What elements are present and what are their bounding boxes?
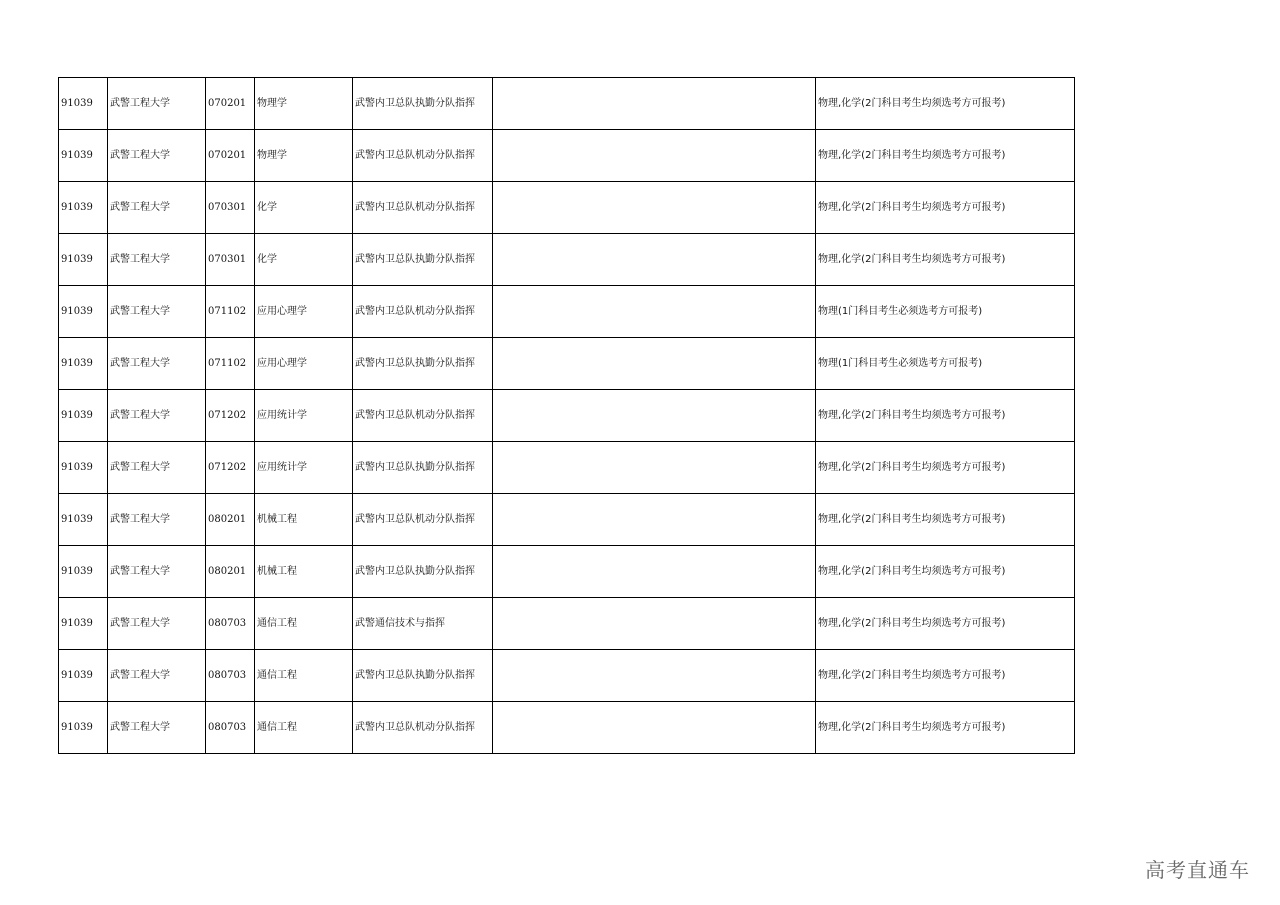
cell-school-code: 91039 [59, 702, 108, 754]
cell-requirement: 物理,化学(2门科目考生均须选考方可报考) [816, 650, 1075, 702]
cell-school-code: 91039 [59, 442, 108, 494]
cell-school-name: 武警工程大学 [108, 546, 206, 598]
cell-school-code: 91039 [59, 286, 108, 338]
cell-direction: 武警内卫总队机动分队指挥 [353, 390, 493, 442]
cell-school-name: 武警工程大学 [108, 494, 206, 546]
cell-requirement: 物理(1门科目考生必须选考方可报考) [816, 338, 1075, 390]
cell-requirement: 物理,化学(2门科目考生均须选考方可报考) [816, 390, 1075, 442]
table-row [59, 338, 1075, 390]
cell-school-code: 91039 [59, 78, 108, 130]
cell-note [493, 494, 816, 546]
cell-school-name: 武警工程大学 [108, 234, 206, 286]
cell-direction: 武警内卫总队机动分队指挥 [353, 182, 493, 234]
table-row [59, 650, 1075, 702]
cell-major-name: 应用统计学 [255, 442, 353, 494]
cell-major-name: 应用心理学 [255, 286, 353, 338]
cell-school-name: 武警工程大学 [108, 130, 206, 182]
cell-requirement: 物理,化学(2门科目考生均须选考方可报考) [816, 182, 1075, 234]
cell-school-name: 武警工程大学 [108, 442, 206, 494]
cell-note [493, 182, 816, 234]
cell-note [493, 78, 816, 130]
table-row [59, 702, 1075, 754]
cell-direction: 武警内卫总队执勤分队指挥 [353, 546, 493, 598]
cell-school-name: 武警工程大学 [108, 390, 206, 442]
table-row [59, 546, 1075, 598]
cell-major-code: 080703 [206, 598, 255, 650]
cell-school-code: 91039 [59, 182, 108, 234]
table-row [59, 234, 1075, 286]
enrollment-table [58, 77, 1075, 754]
cell-note [493, 130, 816, 182]
cell-major-code: 080703 [206, 702, 255, 754]
cell-requirement: 物理,化学(2门科目考生均须选考方可报考) [816, 598, 1075, 650]
cell-major-name: 机械工程 [255, 546, 353, 598]
cell-major-name: 通信工程 [255, 702, 353, 754]
cell-major-name: 化学 [255, 182, 353, 234]
cell-requirement: 物理,化学(2门科目考生均须选考方可报考) [816, 442, 1075, 494]
cell-note [493, 286, 816, 338]
cell-direction: 武警通信技术与指挥 [353, 598, 493, 650]
cell-direction: 武警内卫总队执勤分队指挥 [353, 78, 493, 130]
cell-major-name: 通信工程 [255, 650, 353, 702]
table-row [59, 390, 1075, 442]
table-body [59, 78, 1075, 754]
cell-requirement: 物理,化学(2门科目考生均须选考方可报考) [816, 78, 1075, 130]
cell-school-code: 91039 [59, 650, 108, 702]
cell-note [493, 650, 816, 702]
cell-major-code: 080703 [206, 650, 255, 702]
cell-major-code: 070201 [206, 130, 255, 182]
cell-major-code: 071202 [206, 390, 255, 442]
cell-school-code: 91039 [59, 338, 108, 390]
cell-note [493, 442, 816, 494]
cell-major-code: 070301 [206, 182, 255, 234]
cell-direction: 武警内卫总队执勤分队指挥 [353, 442, 493, 494]
cell-major-code: 071102 [206, 286, 255, 338]
table-row [59, 130, 1075, 182]
cell-requirement: 物理(1门科目考生必须选考方可报考) [816, 286, 1075, 338]
cell-direction: 武警内卫总队机动分队指挥 [353, 702, 493, 754]
cell-direction: 武警内卫总队机动分队指挥 [353, 286, 493, 338]
cell-school-code: 91039 [59, 546, 108, 598]
cell-major-code: 080201 [206, 494, 255, 546]
cell-requirement: 物理,化学(2门科目考生均须选考方可报考) [816, 234, 1075, 286]
cell-major-name: 通信工程 [255, 598, 353, 650]
cell-requirement: 物理,化学(2门科目考生均须选考方可报考) [816, 702, 1075, 754]
cell-major-name: 应用统计学 [255, 390, 353, 442]
cell-school-name: 武警工程大学 [108, 286, 206, 338]
cell-direction: 武警内卫总队机动分队指挥 [353, 494, 493, 546]
table-row [59, 182, 1075, 234]
cell-major-code: 070201 [206, 78, 255, 130]
cell-school-name: 武警工程大学 [108, 598, 206, 650]
cell-school-code: 91039 [59, 494, 108, 546]
cell-direction: 武警内卫总队机动分队指挥 [353, 130, 493, 182]
cell-major-name: 机械工程 [255, 494, 353, 546]
cell-note [493, 598, 816, 650]
cell-school-code: 91039 [59, 234, 108, 286]
cell-school-name: 武警工程大学 [108, 182, 206, 234]
cell-school-name: 武警工程大学 [108, 78, 206, 130]
cell-major-code: 070301 [206, 234, 255, 286]
cell-school-code: 91039 [59, 130, 108, 182]
cell-major-name: 应用心理学 [255, 338, 353, 390]
table-row [59, 442, 1075, 494]
cell-school-code: 91039 [59, 598, 108, 650]
cell-direction: 武警内卫总队执勤分队指挥 [353, 234, 493, 286]
cell-requirement: 物理,化学(2门科目考生均须选考方可报考) [816, 130, 1075, 182]
cell-major-name: 物理学 [255, 78, 353, 130]
table-row [59, 286, 1075, 338]
cell-major-code: 071202 [206, 442, 255, 494]
cell-school-name: 武警工程大学 [108, 702, 206, 754]
cell-requirement: 物理,化学(2门科目考生均须选考方可报考) [816, 494, 1075, 546]
table-row [59, 494, 1075, 546]
cell-direction: 武警内卫总队执勤分队指挥 [353, 338, 493, 390]
table-row [59, 598, 1075, 650]
cell-note [493, 234, 816, 286]
cell-note [493, 390, 816, 442]
cell-major-name: 物理学 [255, 130, 353, 182]
cell-note [493, 546, 816, 598]
cell-note [493, 702, 816, 754]
cell-school-name: 武警工程大学 [108, 650, 206, 702]
watermark-text: 高考直通车 [1145, 858, 1250, 882]
cell-note [493, 338, 816, 390]
cell-major-code: 080201 [206, 546, 255, 598]
cell-school-name: 武警工程大学 [108, 338, 206, 390]
cell-major-name: 化学 [255, 234, 353, 286]
cell-major-code: 071102 [206, 338, 255, 390]
cell-school-code: 91039 [59, 390, 108, 442]
table-row [59, 78, 1075, 130]
cell-direction: 武警内卫总队执勤分队指挥 [353, 650, 493, 702]
cell-requirement: 物理,化学(2门科目考生均须选考方可报考) [816, 546, 1075, 598]
